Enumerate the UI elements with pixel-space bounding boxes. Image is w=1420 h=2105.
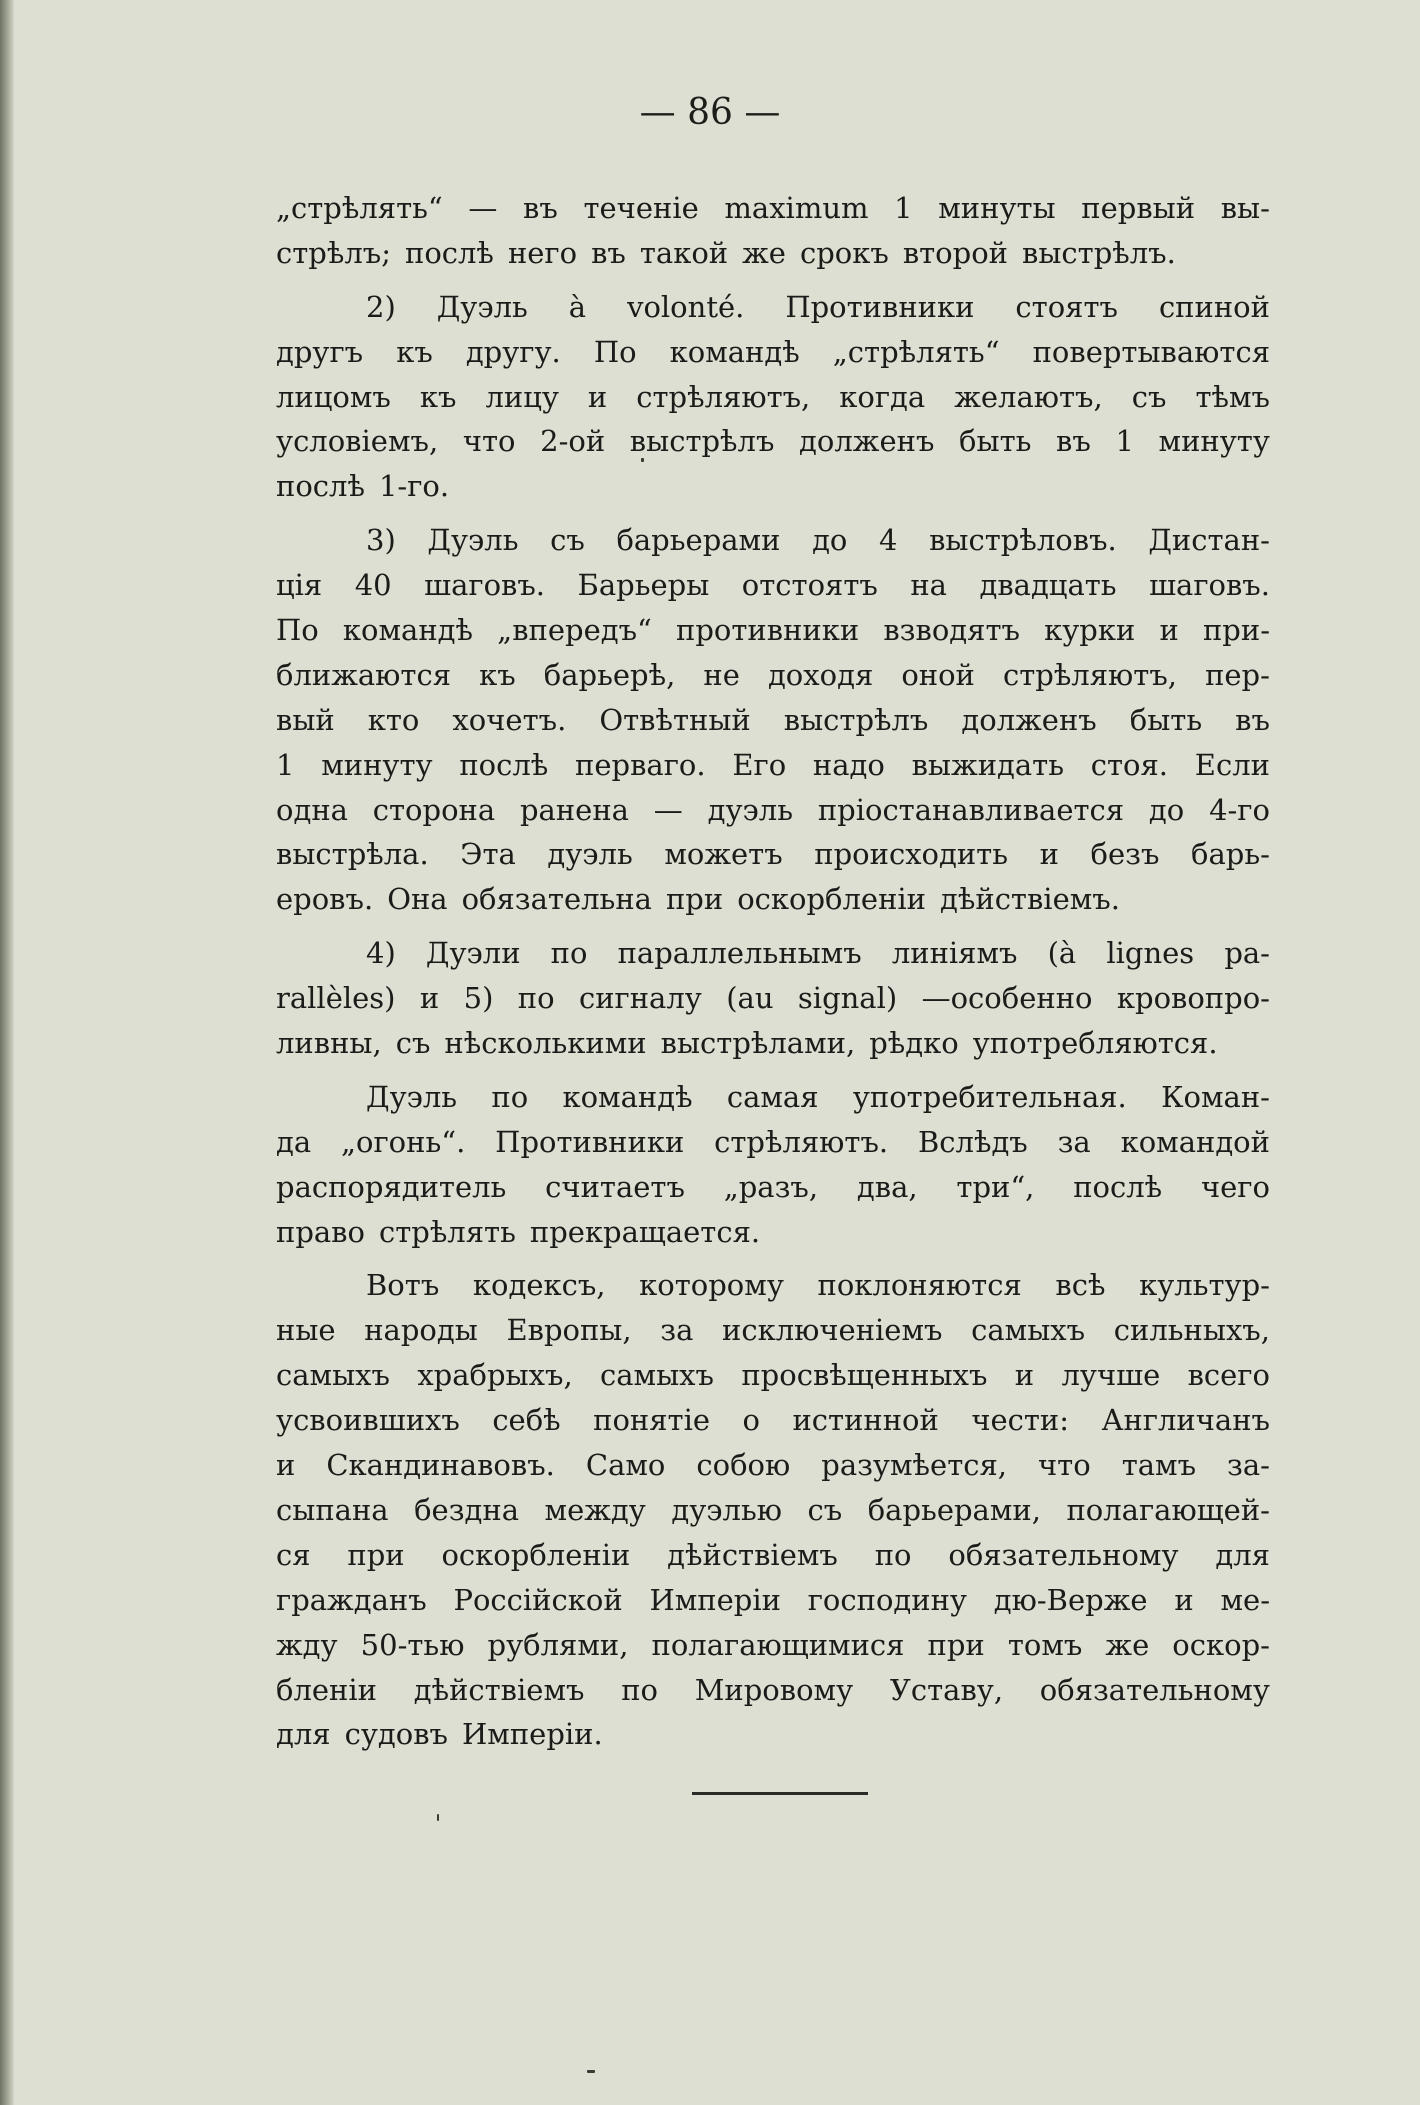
word: стрѣлять: [378, 1214, 516, 1249]
text-line: [276, 1263, 1270, 1308]
word: срокъ: [799, 235, 889, 270]
word: самая: [726, 1079, 819, 1114]
word: Само: [585, 1448, 666, 1483]
text-line: [276, 1398, 1270, 1443]
word: томъ: [1007, 1627, 1083, 1662]
word: линіямъ: [891, 936, 1018, 971]
word: Барьеры: [577, 568, 710, 603]
text-line: [276, 375, 1270, 420]
text-line: [276, 1308, 1270, 1353]
word: Скандинавовъ.: [326, 1448, 555, 1483]
word: прекращается.: [529, 1214, 761, 1249]
word: по: [874, 1537, 912, 1572]
word: Уставу,: [889, 1672, 1004, 1707]
text-line: [276, 419, 1270, 464]
text-line: [276, 1533, 1270, 1578]
word: ближаются: [276, 657, 452, 692]
text-line: [276, 653, 1270, 698]
text-line: [276, 330, 1270, 375]
word: à: [568, 289, 587, 324]
word: дѣйствіемъ: [667, 1537, 838, 1572]
word: къ: [396, 334, 433, 369]
word: ные: [276, 1313, 336, 1348]
word: выстрѣлъ: [783, 702, 929, 737]
word: выстрѣлъ.: [1022, 235, 1176, 270]
word: усвоившихъ: [276, 1403, 460, 1438]
word: 1: [894, 191, 913, 225]
word: по: [517, 981, 555, 1016]
word: нѣсколькими: [444, 1026, 647, 1061]
word: собою: [696, 1448, 791, 1483]
word: съ: [395, 1026, 431, 1061]
word: 3): [366, 523, 396, 558]
word: выстрѣлами,: [660, 1026, 856, 1061]
word: пер-: [1205, 657, 1270, 692]
word: 4: [879, 523, 898, 558]
word: командѣ: [562, 1079, 693, 1114]
word: происходить: [814, 837, 1009, 872]
word: народы: [364, 1313, 478, 1348]
word: и: [1014, 1358, 1035, 1393]
word: стоя.: [1090, 747, 1169, 782]
end-rule: [692, 1792, 868, 1795]
word: Дуэль: [436, 289, 528, 324]
word: не: [703, 657, 740, 692]
word: ся: [276, 1537, 311, 1572]
word: первый: [1081, 191, 1196, 225]
word: культур-: [1139, 1268, 1270, 1303]
text-line: [276, 186, 1270, 231]
word: послѣ: [404, 235, 494, 270]
word: всего: [1187, 1358, 1270, 1393]
text-line: [276, 1353, 1270, 1398]
word: выстрѣловъ.: [929, 523, 1117, 558]
word: барьерами: [616, 523, 781, 558]
word: Отвѣтный: [599, 702, 751, 737]
word: ливны,: [276, 1026, 382, 1061]
word: обязательному: [948, 1537, 1179, 1572]
word: три“,: [956, 1169, 1035, 1204]
word: Противники: [495, 1124, 685, 1159]
word: шаговъ.: [424, 568, 546, 603]
page-number: — 86 —: [639, 92, 781, 133]
word: ція: [276, 568, 323, 603]
text-line: [276, 1021, 1270, 1066]
word: Дистан-: [1148, 523, 1270, 558]
word: что: [1038, 1448, 1091, 1483]
word: Дуэль: [366, 1079, 458, 1114]
word: Дуэль: [427, 523, 519, 558]
word: тѣмъ: [1195, 379, 1270, 414]
word: 1: [276, 747, 295, 782]
word: Эта: [460, 837, 516, 872]
text-line: [276, 788, 1270, 833]
word: ме-: [1220, 1582, 1270, 1617]
word: поклоняются: [817, 1268, 1022, 1303]
word: одна: [276, 792, 348, 827]
word: барьерами,: [867, 1492, 1041, 1527]
word: минуту: [321, 747, 433, 782]
word: которому: [639, 1268, 784, 1303]
word: обязательна: [461, 882, 652, 917]
word: при: [927, 1627, 985, 1662]
word: —: [653, 792, 683, 827]
word: храбрыхъ,: [417, 1358, 573, 1393]
word: послѣ: [1073, 1169, 1163, 1204]
word: кто: [367, 702, 420, 737]
word: бленіи: [276, 1672, 377, 1707]
word: лучше: [1061, 1358, 1161, 1393]
word: вый: [276, 702, 335, 737]
word: право: [276, 1214, 365, 1249]
word: чего: [1200, 1169, 1270, 1204]
word: стрѣляютъ.: [714, 1124, 889, 1159]
word: господину: [807, 1582, 967, 1617]
word: „стрѣлять“: [276, 191, 443, 225]
word: самыхъ: [971, 1313, 1086, 1348]
word: стрѣлъ;: [276, 235, 391, 270]
text-line: [276, 1165, 1270, 1210]
word: считаетъ: [545, 1169, 685, 1204]
word: дуэль: [707, 792, 793, 827]
text-line: [276, 1578, 1270, 1623]
word: при: [665, 882, 724, 917]
word: безъ: [1090, 837, 1160, 872]
text-line: [276, 1668, 1270, 1713]
word: Имперіи: [649, 1582, 781, 1617]
body-text: [276, 186, 1270, 1757]
word: выстрѣла.: [276, 837, 429, 872]
word: истинной: [792, 1403, 939, 1438]
text-line: [276, 608, 1270, 653]
word: Россійской: [453, 1582, 623, 1617]
word: спиной: [1158, 289, 1270, 324]
word: къ: [419, 379, 457, 414]
word: до: [812, 523, 848, 558]
word: быть: [959, 424, 1032, 459]
word: съ: [550, 523, 585, 558]
word: съ: [807, 1492, 843, 1527]
word: за-: [1227, 1448, 1270, 1483]
word: понятіе: [593, 1403, 711, 1438]
word: lignes: [1106, 936, 1195, 971]
word: maximum: [724, 191, 869, 225]
word: перваго.: [575, 747, 706, 782]
word: signal): [797, 981, 898, 1016]
word: командѣ: [342, 613, 474, 648]
word: да: [276, 1124, 312, 1159]
word: долженъ: [961, 702, 1097, 737]
word: Вотъ: [366, 1268, 440, 1303]
word: взводятъ: [883, 613, 1020, 648]
word: и: [1174, 1582, 1194, 1617]
word: между: [544, 1492, 646, 1527]
word: еровъ.: [276, 882, 374, 917]
text-line: [276, 976, 1270, 1021]
word: лицомъ: [276, 379, 391, 414]
word: кровопро-: [1116, 981, 1270, 1016]
word: volonté.: [627, 289, 745, 324]
word: Если: [1194, 747, 1270, 782]
word: самыхъ: [276, 1358, 390, 1393]
text-line: [276, 518, 1270, 563]
word: стрѣляютъ,: [1002, 657, 1177, 692]
word: командѣ: [669, 334, 800, 369]
word: о: [742, 1403, 760, 1438]
word: По: [593, 334, 637, 369]
word: самыхъ: [600, 1358, 714, 1393]
word: два,: [856, 1169, 918, 1204]
text-line: [276, 1488, 1270, 1533]
word: Его: [732, 747, 787, 782]
word: оскор-: [1172, 1627, 1270, 1662]
word: минуты: [938, 191, 1056, 225]
word: на: [910, 568, 947, 603]
text-line: [276, 1120, 1270, 1165]
word: же: [742, 235, 786, 270]
text-line: [276, 931, 1270, 976]
word: шаговъ.: [1149, 568, 1270, 603]
text-line: [276, 1623, 1270, 1668]
text-line: [276, 1443, 1270, 1488]
word: всѣ: [1055, 1268, 1106, 1303]
word: оскорбленіи: [441, 1537, 631, 1572]
word: въ: [591, 235, 626, 270]
word: „разъ,: [723, 1169, 819, 1204]
word: 4): [366, 936, 396, 971]
text-line: [276, 877, 1270, 922]
word: оной: [901, 657, 975, 692]
word: Противники: [785, 289, 975, 324]
word: что: [462, 424, 516, 459]
word: второй: [902, 235, 1008, 270]
word: барьерѣ,: [543, 657, 676, 692]
word: сильныхъ,: [1113, 1313, 1270, 1348]
word: употребительная.: [852, 1079, 1127, 1114]
word: желаютъ,: [954, 379, 1103, 414]
word: при: [347, 1537, 405, 1572]
word: (au: [726, 981, 774, 1016]
word: и: [419, 981, 440, 1016]
word: 2): [366, 289, 396, 324]
word: когда: [839, 379, 926, 414]
word: —особенно: [921, 981, 1093, 1016]
word: минуту: [1158, 424, 1270, 459]
word: и: [587, 379, 608, 414]
word: барь-: [1191, 837, 1270, 872]
word: обязательному: [1039, 1672, 1270, 1707]
word: рѣдко: [869, 1026, 959, 1061]
word: сторона: [372, 792, 496, 827]
word: съ: [1131, 379, 1167, 414]
text-line: [276, 832, 1270, 877]
word: параллельнымъ: [617, 936, 862, 971]
word: другу.: [465, 334, 561, 369]
word: (à: [1047, 936, 1077, 971]
word: гражданъ: [276, 1582, 427, 1617]
text-line: [276, 743, 1270, 788]
word: Она: [387, 882, 448, 917]
word: „впередъ“: [497, 613, 652, 648]
print-speck: [437, 1814, 439, 1821]
word: такой: [639, 235, 729, 270]
word: Мировому: [694, 1672, 854, 1707]
word: послѣ: [276, 469, 365, 504]
word: распорядитель: [276, 1169, 507, 1204]
word: къ: [479, 657, 516, 692]
word: по: [550, 936, 588, 971]
word: долженъ: [799, 424, 935, 459]
word: 1: [1115, 424, 1134, 459]
word: другъ: [276, 334, 364, 369]
word: употребляются.: [972, 1026, 1218, 1061]
word: же: [1105, 1627, 1150, 1662]
word: надо: [812, 747, 885, 782]
word: отстоятъ: [741, 568, 878, 603]
word: 40: [354, 568, 392, 603]
word: для: [276, 1717, 331, 1752]
text-line: [276, 231, 1270, 276]
word: 4-го: [1209, 792, 1270, 827]
word: „стрѣлять“: [832, 334, 1000, 369]
word: выжидать: [911, 747, 1065, 782]
word: 1-го.: [378, 469, 450, 504]
text-line: [276, 1210, 1270, 1255]
word: при-: [1202, 613, 1270, 648]
word: дѣйствіемъ: [413, 1672, 585, 1707]
word: въ: [1235, 702, 1270, 737]
word: чести:: [971, 1403, 1070, 1438]
text-line: [276, 1075, 1270, 1120]
text-line: [276, 285, 1270, 330]
print-speck: [641, 458, 644, 462]
word: условіемъ,: [276, 424, 439, 459]
word: кодексъ,: [472, 1268, 606, 1303]
word: въ: [1056, 424, 1091, 459]
word: pa-: [1224, 936, 1270, 971]
word: „огонь“.: [341, 1124, 466, 1159]
word: 50-тью: [360, 1627, 465, 1662]
word: рублями,: [487, 1627, 629, 1662]
word: теченіе: [583, 191, 699, 225]
word: дуэль: [547, 837, 633, 872]
word: судовъ: [344, 1717, 448, 1752]
word: По: [276, 613, 319, 648]
print-speck: [587, 2070, 595, 2073]
word: стрѣляютъ,: [636, 379, 811, 414]
word: исключеніемъ: [722, 1313, 943, 1348]
text-line: [276, 563, 1270, 608]
word: курки: [1044, 613, 1136, 648]
word: за: [660, 1313, 694, 1348]
word: сыпана: [276, 1492, 389, 1527]
word: просвѣщенныхъ: [741, 1358, 988, 1393]
word: хочетъ.: [452, 702, 567, 737]
word: —: [468, 191, 498, 225]
word: дю-Верже: [993, 1582, 1148, 1617]
word: 5): [463, 981, 494, 1016]
word: тамъ: [1121, 1448, 1197, 1483]
word: дѣйствіемъ.: [940, 882, 1120, 917]
word: жду: [276, 1627, 338, 1662]
word: Европы,: [506, 1313, 632, 1348]
word: двадцать: [979, 568, 1117, 603]
word: доходя: [767, 657, 874, 692]
word: противники: [676, 613, 860, 648]
word: Вслѣдъ: [917, 1124, 1028, 1159]
word: ранена: [519, 792, 629, 827]
word: по: [621, 1672, 658, 1707]
word: бездна: [414, 1492, 519, 1527]
word: оскорбленіи: [737, 882, 927, 917]
word: дуэлью: [671, 1492, 782, 1527]
word: разумѣется,: [821, 1448, 1007, 1483]
word: для: [1215, 1537, 1270, 1572]
word: пріостанавливается: [817, 792, 1125, 827]
word: повертываются: [1032, 334, 1270, 369]
word: выстрѣлъ: [629, 424, 775, 459]
word: Коман-: [1161, 1079, 1270, 1114]
word: 2-ой: [540, 424, 606, 459]
word: стоятъ: [1015, 289, 1118, 324]
word: вы-: [1220, 191, 1270, 225]
text-line: [276, 1712, 1270, 1757]
word: rallèles): [276, 981, 396, 1016]
word: полагающей-: [1066, 1492, 1270, 1527]
text-line: [276, 464, 1270, 509]
word: послѣ: [459, 747, 549, 782]
word: можетъ: [664, 837, 783, 872]
word: Дуэли: [425, 936, 521, 971]
text-line: [276, 698, 1270, 743]
word: полагающимися: [651, 1627, 905, 1662]
word: сигналу: [578, 981, 702, 1016]
word: по: [491, 1079, 529, 1114]
word: него: [507, 235, 578, 270]
word: и: [1039, 837, 1059, 872]
word: Имперіи.: [461, 1717, 603, 1752]
word: лицу: [485, 379, 559, 414]
word: и: [276, 1448, 296, 1483]
word: командой: [1120, 1124, 1270, 1159]
word: Англичанъ: [1101, 1403, 1270, 1438]
word: быть: [1129, 702, 1203, 737]
page-spine-shadow: [0, 0, 14, 2105]
word: за: [1057, 1124, 1091, 1159]
word: до: [1148, 792, 1185, 827]
word: и: [1159, 613, 1179, 648]
word: себѣ: [492, 1403, 561, 1438]
word: въ: [523, 191, 558, 225]
